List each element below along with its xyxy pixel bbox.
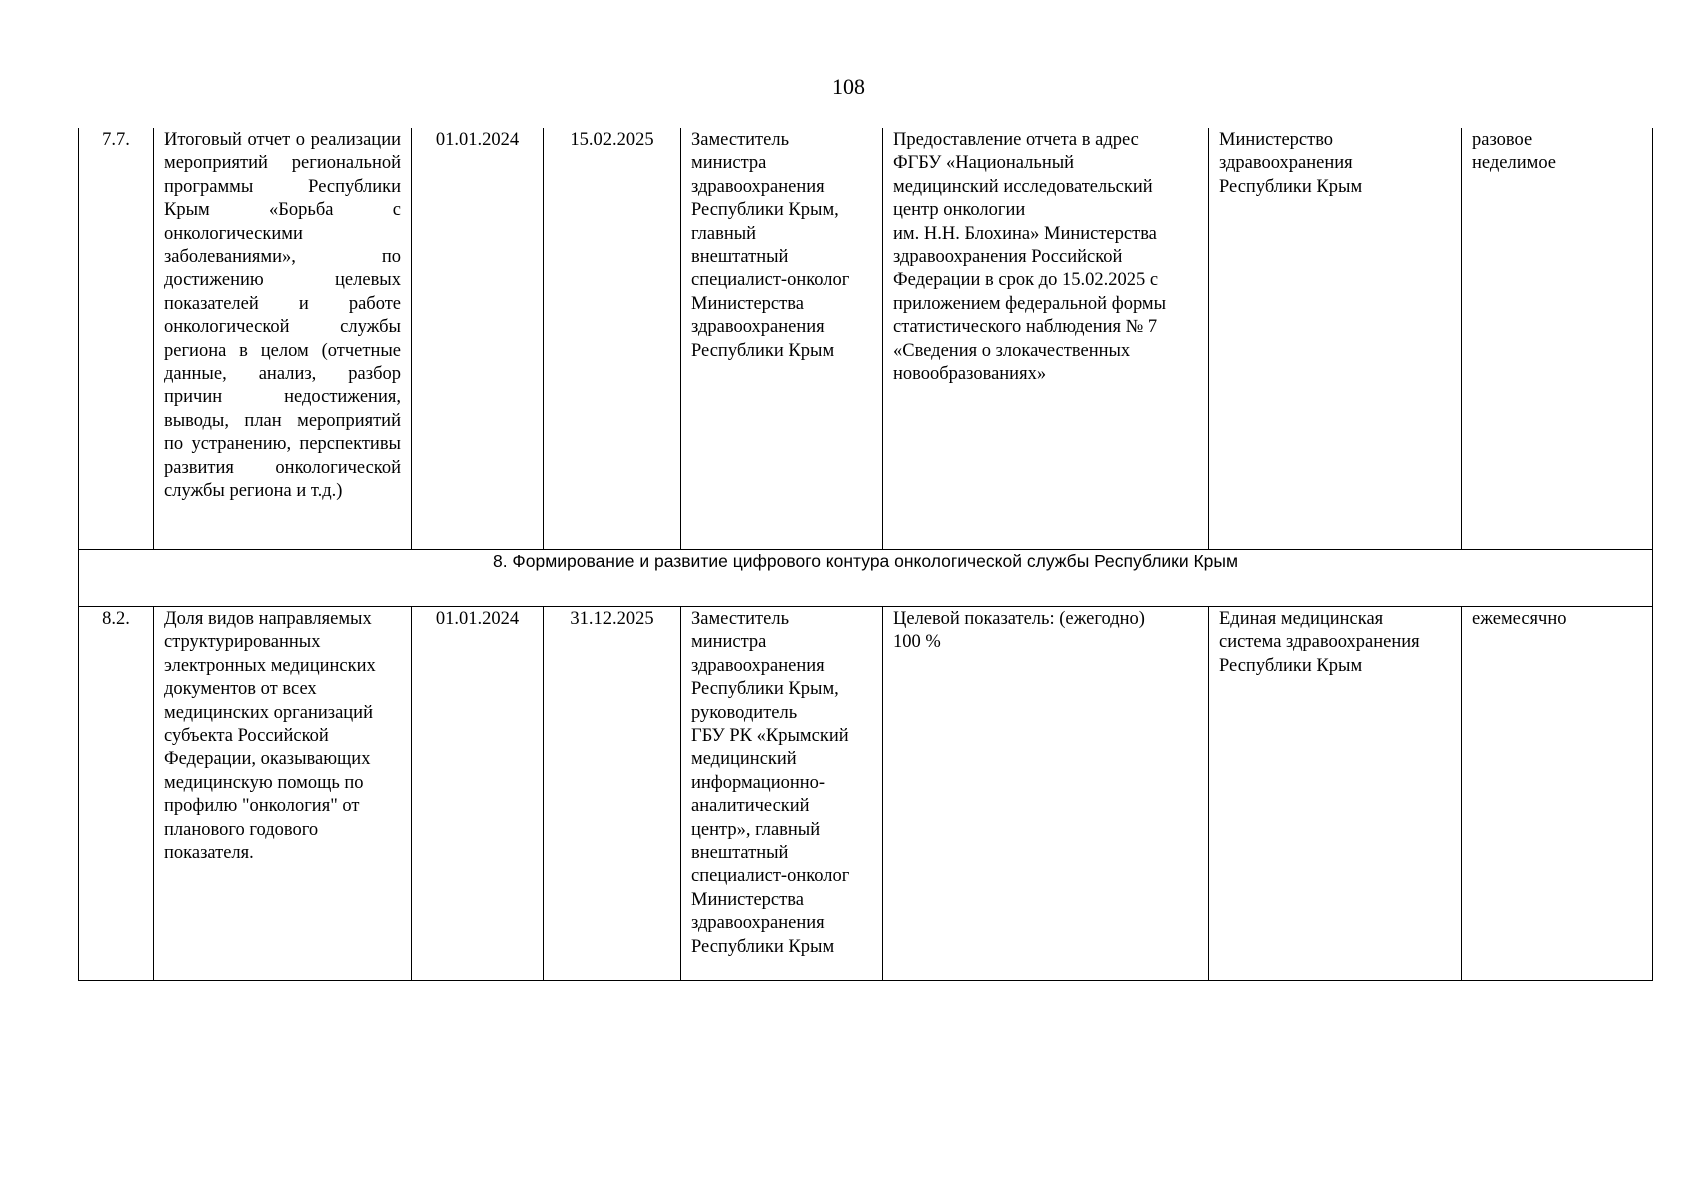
start-date-cell	[412, 607, 544, 981]
system-cell	[1209, 128, 1462, 550]
page-number: 108	[832, 74, 865, 99]
responsible-cell	[681, 128, 883, 550]
section-title: 8. Формирование и развитие цифрового контура онкологической службы Республики Крым	[79, 550, 1653, 607]
start-date-cell	[412, 128, 544, 550]
expected-result: Целевой показатель: (ежегодно) 100 %	[893, 609, 1145, 653]
section-header-row	[79, 550, 1653, 607]
information-system: Единая медицинская система здравоохранения Республики Крым	[1219, 609, 1420, 676]
information-system: Министерство здравоохранения Республики Крым	[1219, 130, 1363, 197]
end-date: 15.02.2025	[570, 130, 654, 150]
activity-name: Итоговый отчет о реализации мероприятий региональной программы Республики Крым «Борьба с онкологическими заболеваниями», по достижению целевых показателей и работе онкологической службы региона в целом (отчетные данные, анализ, разбор причин недостижения, выводы, план мероприятий по устранению, перспективы развития онкологической службы региона и т.д.)	[164, 130, 401, 502]
activity-name: Доля видов направляемых структурированных электронных медицинских документов от всех медицинских организаций субъекта Российской Федерации, оказывающих медицинскую помощь по профилю "онкология" от планового годового показателя.	[164, 609, 376, 864]
start-date: 01.01.2024	[435, 130, 520, 150]
activity-name-cell	[154, 607, 412, 981]
responsible-person: Заместитель министра здравоохранения Республики Крым, главный внештатный специалист-онколог Министерства здравоохранения Республики Крым	[691, 130, 850, 361]
frequency-cell	[1462, 128, 1653, 550]
end-date-cell	[544, 607, 681, 981]
start-date: 01.01.2024	[435, 609, 520, 629]
system-cell	[1209, 607, 1462, 981]
responsible-cell	[681, 607, 883, 981]
row-number-cell	[79, 128, 154, 550]
frequency: ежемесячно	[1472, 609, 1567, 629]
row-number: 8.2.	[102, 609, 130, 629]
table-row	[79, 128, 1653, 550]
row-number-cell	[79, 607, 154, 981]
frequency-cell	[1462, 607, 1653, 981]
end-date-cell	[544, 128, 681, 550]
activity-name-cell	[154, 128, 412, 550]
responsible-person: Заместитель министра здравоохранения Республики Крым, руководитель ГБУ РК «Крымский медицинский информационно- аналитический центр», главный внештатный специалист-онколог Министерства здравоохранения Республики Крым	[691, 609, 850, 957]
result-cell	[883, 607, 1209, 981]
expected-result: Предоставление отчета в адрес ФГБУ «Национальный медицинский исследовательский центр онкологии им. Н.Н. Блохина» Министерства здравоохранения Российской Федерации в срок до 15.02.2025 с приложением федеральной формы статистического наблюдения № 7 «Сведения о злокачественных новообразованиях»	[893, 130, 1167, 385]
plan-table	[78, 128, 1653, 981]
frequency: разовое неделимое	[1472, 130, 1557, 174]
row-number: 7.7.	[102, 130, 130, 150]
table-row	[79, 607, 1653, 981]
result-cell	[883, 128, 1209, 550]
end-date: 31.12.2025	[570, 609, 654, 629]
